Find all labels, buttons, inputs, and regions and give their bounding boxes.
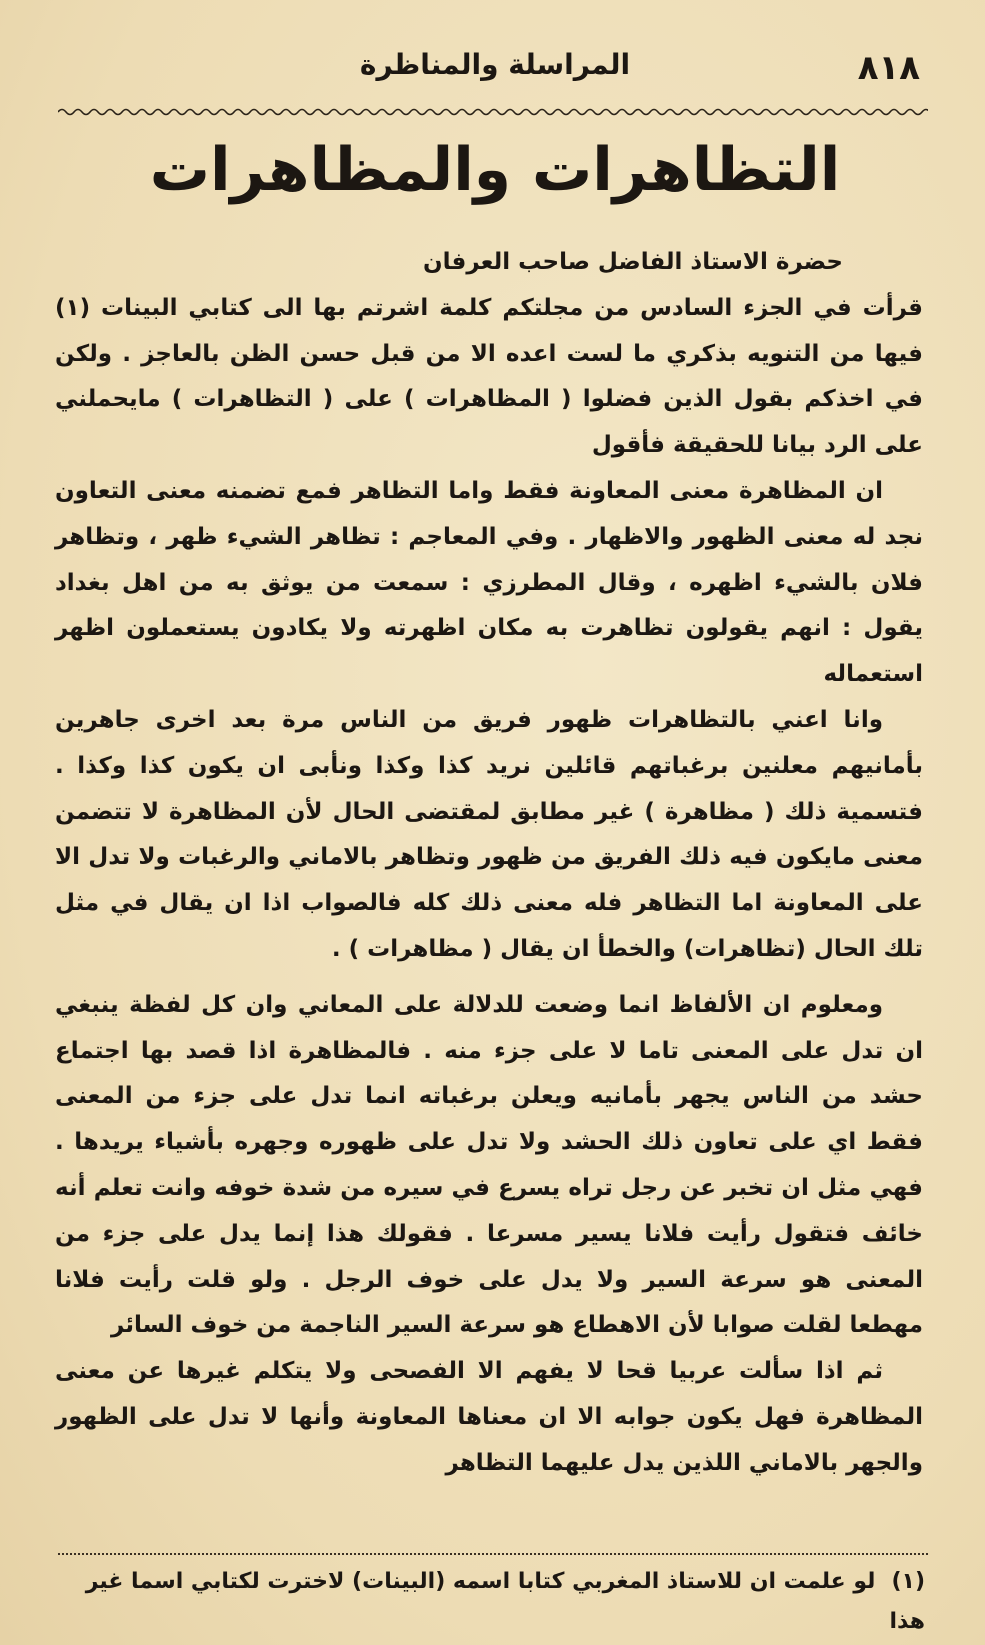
paragraph-3: وانا اعني بالتظاهرات ظهور فريق من الناس مرة بعد اخرى جاهرين بأمانيهم معلنين برغباتهم قائلين نريد كذا وكذا ونأبى ان يكون كذا وكذا . فتسمية ذلك ( مظاهرة ) غير مطابق لمقتضى الحال لأن المظاهرة لا تتضمن معنى مايكون فيه ذلك الفريق من ظهور وتظاهر بالاماني والرغبات ولا تدل الا على المعاونة اما التظاهر فله معنى ذلك كله فالصواب اذا ان يقال في مثل تلك الحال (تظاهرات) والخطأ ان يقال ( مظاهرات ) . xyxy=(55,706,923,962)
footnote-divider xyxy=(58,1553,928,1555)
paragraph-1: قرأت في الجزء السادس من مجلتكم كلمة اشرتم بها الى كتابي البينات (١) فيها من التنويه بذكري ما لست اعده الا من قبل حسن الظن بالعاجز . ولكن في اخذكم بقول الذين فضلوا ( المظاهرات ) على ( التظاهرات ) مايحملني على الرد بيانا للحقيقة فأقول xyxy=(55,294,923,459)
greeting-line: حضرة الاستاذ الفاضل صاحب العرفان xyxy=(423,249,843,275)
header-wavy-rule xyxy=(58,105,928,119)
article-title: التظاهرات والمظاهرات xyxy=(149,135,841,205)
article-body xyxy=(55,240,923,1487)
page-header xyxy=(60,40,930,100)
page-number: ٨١٨ xyxy=(857,48,920,88)
footnote-text: لو علمت ان للاستاذ المغربي كتابا اسمه (البينات) لاخترت لكتابي اسما غير هذا xyxy=(85,1569,925,1634)
paragraph-2: ان المظاهرة معنى المعاونة فقط واما التظاهر فمع تضمنه معنى التعاون نجد له معنى الظهور والاظهار . وفي المعاجم : تظاهر الشيء ظهر ، وتظاهر فلان بالشيء اظهره ، وقال المطرزي : سمعت من يوثق به من اهل بغداد يقول : انهم يقولون تظاهرت به مكان اظهرته ولا يكادون يستعملون اظهر استعماله xyxy=(55,477,923,688)
paragraph-5: ثم اذا سألت عربيا قحا لا يفهم الا الفصحى ولا يتكلم غيرها عن معنى المظاهرة فهل يكون جوابه الا ان معناها المعاونة وأنها لا تدل على الظهور والجهر بالاماني اللذين يدل عليهما التظاهر xyxy=(55,1358,923,1476)
footnote-marker: (١) xyxy=(891,1569,925,1594)
footnote xyxy=(60,1562,925,1642)
paragraph-4: ومعلوم ان الألفاظ انما وضعت للدلالة على المعاني وان كل لفظة ينبغي ان تدل على المعنى تاما لا على جزء منه . فالمظاهرة اذا قصد بها اجتماع حشد من الناس يجهر بأمانيه ويعلن برغباته انما تدل على جزء من المعنى فقط اي على تعاون ذلك الحشد ولا تدل على ظهوره وجهره بأشياء يريدها . فهي مثل ان تخبر عن رجل تراه يسرع في سيره من شدة خوفه وانت تعلم أنه خائف فتقول رأيت فلانا يسير مسرعا . فقولك هذا إنما يدل على جزء من المعنى هو سرعة السير ولا يدل على خوف الرجل . ولو قلت رأيت فلانا مهطعا لقلت صوابا لأن الاهطاع هو سرعة السير الناجمة من خوف السائر xyxy=(55,991,923,1339)
running-title: المراسلة والمناظرة xyxy=(359,48,631,81)
